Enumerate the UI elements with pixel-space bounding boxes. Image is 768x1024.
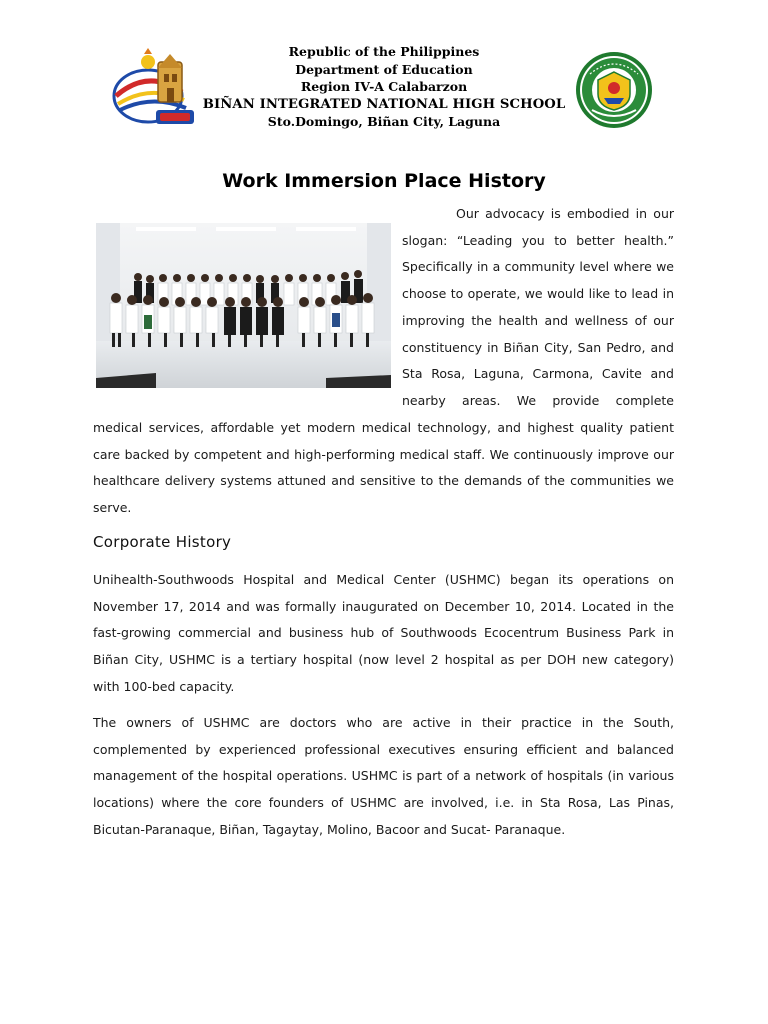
intro-text-part2: medical services, affordable yet modern medical technology, and highest quality patient care backed by competent and high-performing medical staff. We continuously improve our healthcare delivery systems attuned and sensitive to the demands of the communities we serve. — [93, 420, 674, 516]
intro-paragraph-bottom — [93, 415, 674, 522]
school-seal-icon — [574, 50, 654, 130]
group-photo-medical-staff — [96, 203, 391, 388]
header-school-name: BIÑAN INTEGRATED NATIONAL HIGH SCHOOL — [202, 96, 566, 112]
letterhead-text — [190, 43, 578, 131]
intro-paragraph-top — [402, 201, 674, 415]
letterhead — [0, 40, 768, 140]
header-line-region: Region IV-A Calabarzon — [300, 79, 468, 94]
corporate-text-1: Unihealth-Southwoods Hospital and Medical Center (USHMC) began its operations on November 17, 2014 and was formally inaugurated on December 10, 2014. Located in the fast-growing commercial and business hub of Southwoods Ecocentrum Business Park in Biñan City, USHMC is a tertiary hospital (now level 2 hospital as per DOH new category) with 100-bed capacity. — [93, 572, 674, 694]
header-address: Sto.Domingo, Biñan City, Laguna — [267, 114, 501, 129]
intro-text-part1: Our advocacy is embodied in our slogan: “Leading you to better health.” Specifically in a community level where we choose to operate, we would like to lead in improving the health and wellness of our constituency in Biñan City, San Pedro, and Sta Rosa, Laguna, Carmona, Cavite and nearby areas. We provide complete — [402, 206, 674, 408]
corporate-history-paragraph-1 — [93, 567, 674, 701]
page-title: Work Immersion Place History — [222, 170, 546, 192]
deped-seal-icon — [108, 48, 200, 128]
header-line-department: Department of Education — [295, 61, 473, 77]
corporate-history-heading: Corporate History — [93, 533, 232, 551]
corporate-history-paragraph-2 — [93, 710, 674, 844]
header-line-republic: Republic of the Philippines — [288, 44, 480, 59]
corporate-text-2: The owners of USHMC are doctors who are active in their practice in the South, complemented by experienced professional executives ensuring efficient and balanced management of the hospital operations. USHMC is part of a network of hospitals (in various locations) where the core founders of USHMC are involved, i.e. in Sta Rosa, Las Pinas, Bicutan-Paranaque, Biñan, Tagaytay, Molino, Bacoor and Sucat- Paranaque. — [93, 715, 674, 837]
